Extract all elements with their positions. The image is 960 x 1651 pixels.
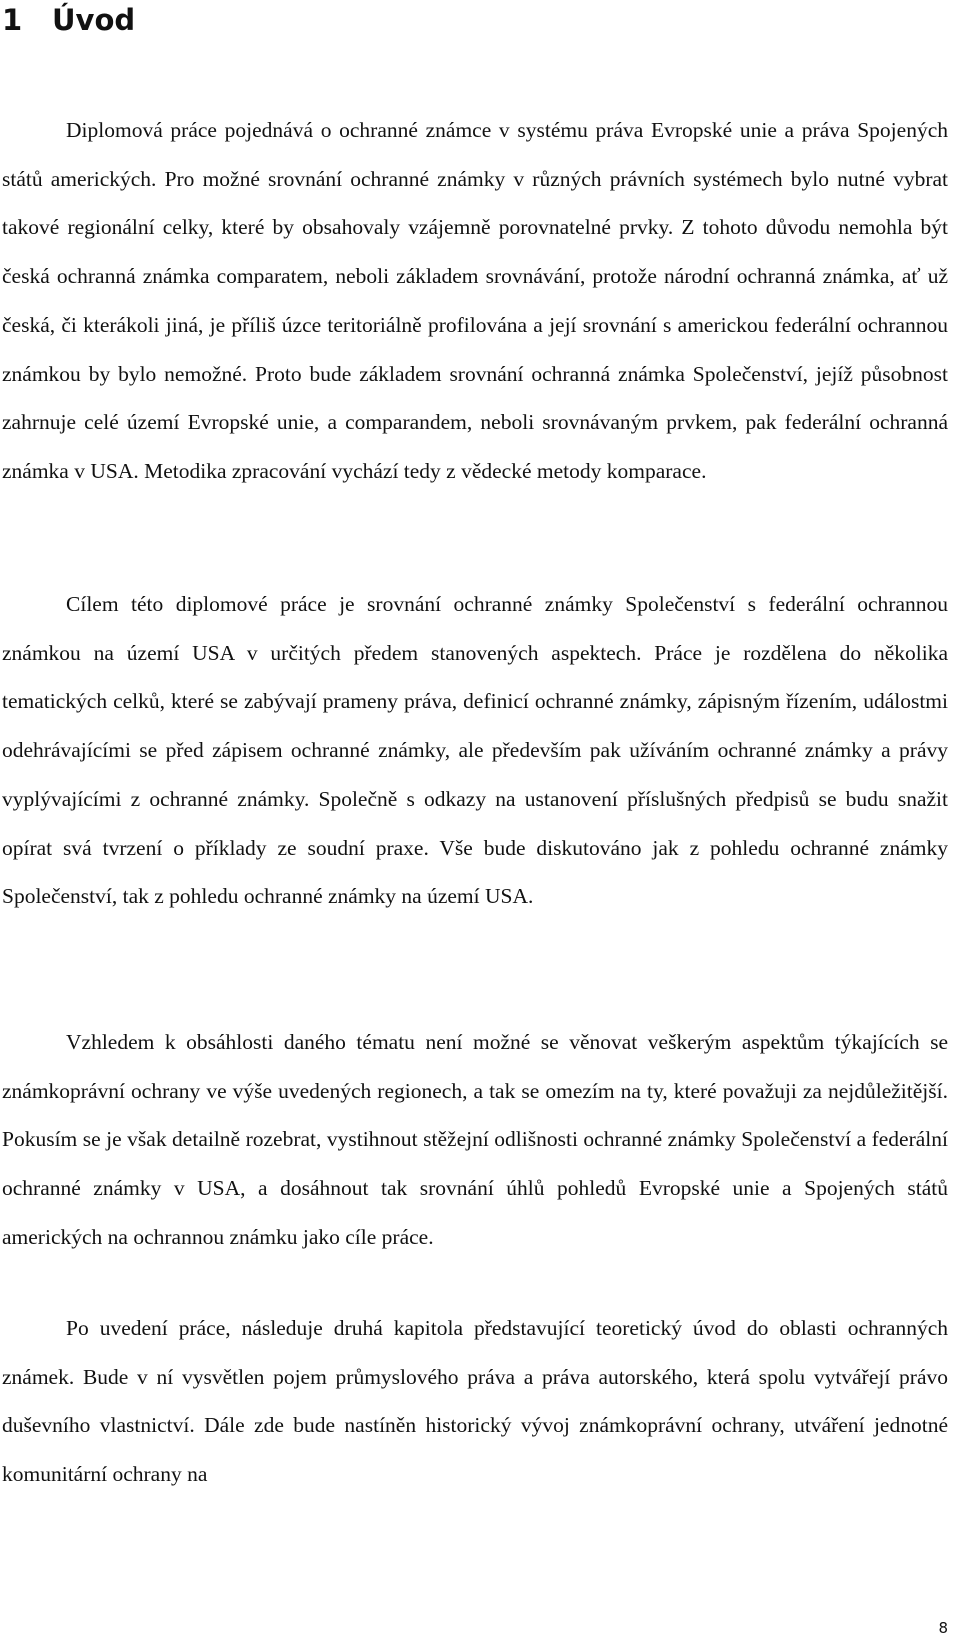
chapter-number: 1	[2, 3, 23, 37]
paragraph-2: Cílem této diplomové práce je srovnání ochranné známky Společenství s federální ochrannou známkou na území USA v určitých předem stanovených aspektech. Práce je rozdělena do několika tematických celků, které se zabývají prameny práva, definicí ochranné známky, zápisným řízením, událostmi odehrávajícími se před zápisem ochranné známky, ale především pak užíváním ochranné známky a právy vyplývajícími z ochranné známky. Společně s odkazy na ustanovení příslušných předpisů se budu snažit opírat svá tvrzení o příklady ze soudní praxe. Vše bude diskutováno jak z pohledu ochranné známky Společenství, tak z pohledu ochranné známky na území USA.	[2, 592, 948, 909]
chapter-heading	[2, 0, 135, 44]
page-number: 8	[938, 1619, 948, 1637]
chapter-title: Úvod	[52, 3, 136, 37]
paragraph-3: Vzhledem k obsáhlosti daného tématu není možné se věnovat veškerým aspektům týkajících se známkoprávní ochrany ve výše uvedených regionech, a tak se omezím na ty, které považuji za nejdůležitější. Pokusím se je však detailně rozebrat, vystihnout stěžejní odlišnosti ochranné známky Společenství a federální ochranné známky v USA, a dosáhnout tak srovnání úhlů pohledů Evropské unie a Spojených států amerických na ochrannou známku jako cíle práce.	[2, 1030, 948, 1249]
paragraph-1: Diplomová práce pojednává o ochranné známce v systému práva Evropské unie a práva Spojených států amerických. Pro možné srovnání ochranné známky v různých právních systémech bylo nutné vybrat takové regionální celky, které by obsahovaly vzájemně porovnatelné prvky. Z tohoto důvodu nemohla být česká ochranná známka comparatem, neboli základem srovnávání, protože národní ochranná známka, ať už česká, či kterákoli jiná, je příliš úzce teritoriálně profilována a její srovnání s americkou federální ochrannou známkou by bylo nemožné. Proto bude základem srovnání ochranná známka Společenství, jejíž působnost zahrnuje celé území Evropské unie, a comparandem, neboli srovnávaným prvkem, pak federální ochranná známka v USA. Metodika zpracování vychází tedy z vědecké metody komparace.	[2, 118, 948, 483]
paragraph-4: Po uvedení práce, následuje druhá kapitola představující teoretický úvod do oblasti ochranných známek. Bude v ní vysvětlen pojem průmyslového práva a práva autorského, která spolu vytvářejí právo duševního vlastnictví. Dále zde bude nastíněn historický vývoj známkoprávní ochrany, utváření jednotné komunitární ochrany na	[2, 1316, 948, 1487]
